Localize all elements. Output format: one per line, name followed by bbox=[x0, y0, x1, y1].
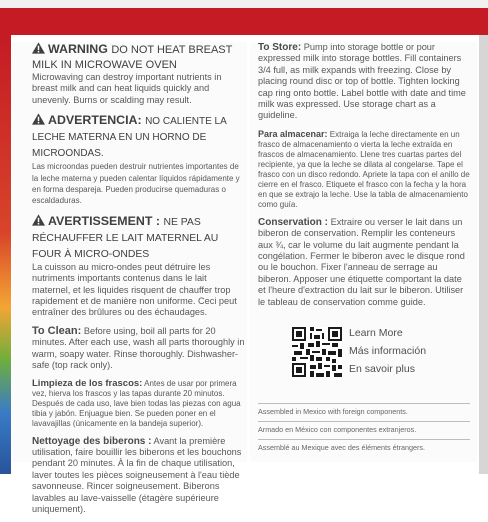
to-store-heading: To Store: bbox=[258, 42, 302, 53]
right-column bbox=[258, 42, 470, 315]
warning-french bbox=[32, 214, 247, 319]
qr-code-icon[interactable] bbox=[292, 327, 342, 377]
warning-english bbox=[32, 42, 247, 106]
warning-triangle-icon bbox=[32, 42, 45, 54]
to-clean-body: Before using, boil all parts for 20 minutes. After each use, wash all parts thoroughly in warm, soapy water. Rinse thoroughly. Dishwasher-safe (top rack only). bbox=[32, 325, 245, 371]
learn-more-block bbox=[292, 324, 464, 380]
clean-spanish bbox=[32, 379, 247, 429]
limpieza-body: Antes de usar por primera vez, hierva los frascos y las tapas durante 20 minutos. Después de cada uso, lave bien todas las piezas con agua tibia y jabón. Enjuague bien. Se pueden poner en el lavavajillas (únicamente en la bandeja superior). bbox=[32, 378, 241, 428]
para-almacenar-heading: Para almacenar: bbox=[258, 128, 328, 139]
avertissement-heading: AVERTISSEMENT : bbox=[48, 213, 160, 228]
warning-body: Microwaving can destroy important nutrients in breast milk and can heat liquids quickly and unevenly. Burns or scalding may result. bbox=[32, 72, 222, 105]
advertencia-bold-text: NO CALIENTE LA LECHE MATERNA EN UN HORNO DE MICROONDAS. bbox=[32, 116, 227, 160]
limpieza-heading: Limpieza de los frascos: bbox=[32, 377, 143, 389]
nettoyage-heading: Nettoyage des biberons : bbox=[32, 435, 152, 447]
left-column bbox=[32, 42, 247, 522]
assembled-en: Assembled in Mexico with foreign components. bbox=[258, 403, 470, 421]
red-header-band bbox=[0, 8, 488, 35]
conservation-heading: Conservation : bbox=[258, 216, 329, 228]
clean-french bbox=[32, 436, 247, 516]
to-clean-heading: To Clean: bbox=[32, 324, 82, 337]
learn-more-fr[interactable]: En savoir plus bbox=[349, 363, 415, 375]
nettoyage-body: Avant la première utilisation, faire bouillir les biberons et les bouchons pendant 20 minutes. À la fin de chaque utilisation, laver toutes les pièces soigneusement à l'eau tiède savonneuse. Rincer soigneusement. Biberons lavables au lave-vaisselle (étagère supérieure uniquement). bbox=[32, 435, 242, 514]
clean-english bbox=[32, 326, 247, 372]
warning-spanish bbox=[32, 113, 247, 207]
box-side-color-strip bbox=[0, 35, 11, 474]
assembled-fr: Assemblé au Mexique avec des éléments étrangers. bbox=[258, 439, 470, 457]
conservation-body: Extraire ou verser le lait dans un biberon de conservation. Remplir les conteneurs aux ¾, car le volume du lait augmente pendant la congélation. Fermer le biberon avec le disque rond ou le bouchon. Fixer l'anneau de serrage au biberon. Apposer une étiquette comportant la date et l'heure d'extraction du lait sur le biberon. Utiliser le tableau de conservation comme guide. bbox=[258, 216, 465, 307]
to-store-body: Pump into storage bottle or pour expressed milk into storage bottles. Fill containers 3/4 full, as milk expands with freezing. Close by placing round disc or top of bottle. Tighten locking cap ring onto bottle. Label bottle with date and time milk was expressed. Use storage chart as a guideline. bbox=[258, 42, 466, 121]
warning-triangle-icon bbox=[32, 113, 45, 125]
box-right-edge bbox=[479, 35, 488, 474]
store-french bbox=[258, 217, 470, 308]
learn-more-en[interactable]: Learn More bbox=[349, 327, 403, 339]
warning-bold-text: DO NOT HEAT BREAST MILK IN MICROWAVE OVEN bbox=[32, 44, 233, 71]
avertissement-bold-text: NE PAS RÉCHAUFFER LE LAIT MATERNEL AU FOUR À MICRO-ONDES bbox=[32, 216, 219, 260]
advertencia-body: Las microondas pueden destruir nutrientes importantes de la leche materna y pueden calentar líquidos rápidamente y en forma despareja. Pueden producirse quemaduras o escaldaduras. bbox=[32, 162, 240, 206]
learn-more-labels bbox=[349, 324, 426, 378]
warning-heading: WARNING bbox=[48, 42, 108, 56]
store-spanish bbox=[258, 129, 470, 210]
learn-more-es[interactable]: Más información bbox=[349, 345, 427, 357]
assembled-notice bbox=[258, 403, 470, 457]
para-almacenar-body: Extraiga la leche directamente en un frasco de almacenamiento o vierta la leche extraída en frascos de almacenamiento. Llene tres cuartas partes del recipiente, ya que la leche se dilata al congelarse. Tape el frasco con un disco redondo. Apriete la tapa con el anillo de cierre en el frasco. Etiquete el frasco con la fecha y la hora en que se extrajo la leche. Use la tabla de almacenamiento como guía. bbox=[258, 129, 470, 209]
warning-triangle-icon bbox=[32, 214, 45, 226]
assembled-es: Armado en México con componentes extranjeros. bbox=[258, 421, 470, 439]
store-english bbox=[258, 42, 470, 122]
advertencia-heading: ADVERTENCIA: bbox=[48, 113, 142, 128]
avertissement-body: La cuisson au micro-ondes peut détruire les nutriments importants contenus dans le lait maternel, et les liquides risquent de chauffer trop rapidement et de manière non uniforme. Ceci peut entraîner des brûlures ou des échaudages. bbox=[32, 261, 237, 318]
